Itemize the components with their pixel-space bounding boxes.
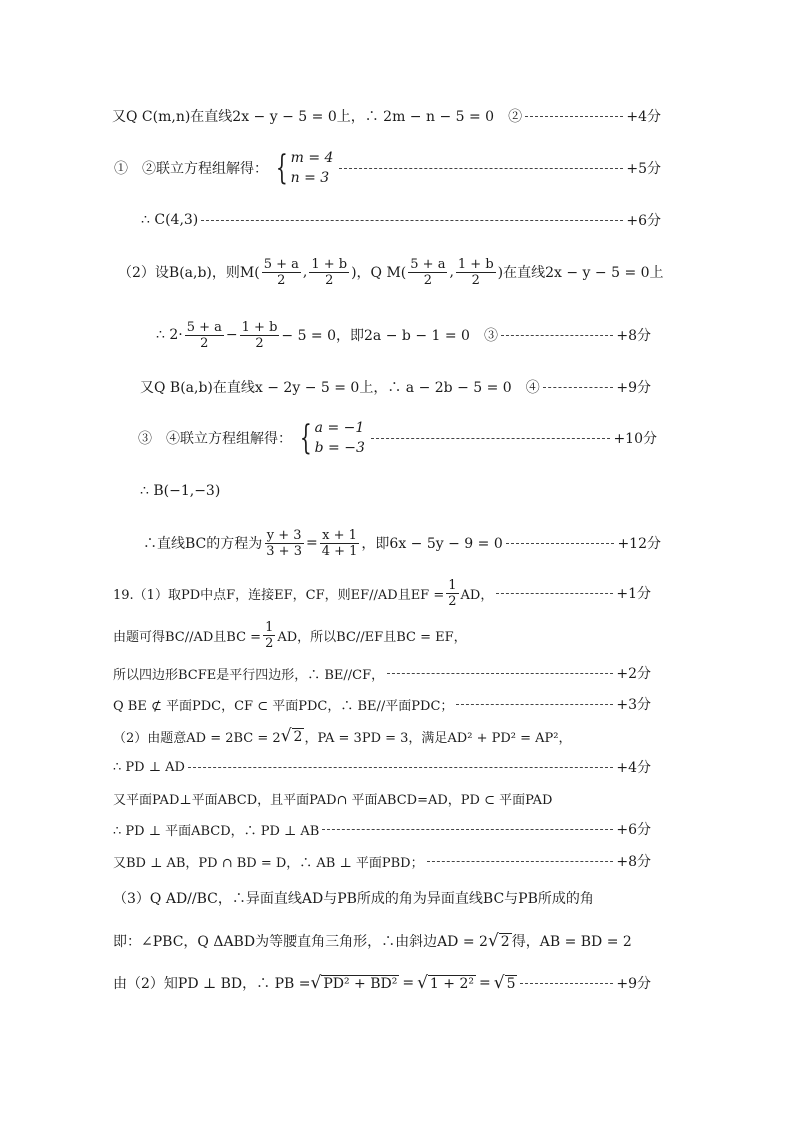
solution-line	[0, 311, 794, 359]
dashed-leader	[371, 438, 611, 439]
solution-line	[0, 846, 794, 876]
line-text: ，PA = 3PD = 3，满足AD² + PD² = AP²，	[304, 730, 572, 746]
square-root: √ 1 + 2²	[417, 973, 474, 993]
line-text: 又Q B(a,b)在直线x − 2y − 5 = 0上，∴ a − 2b − 5 = 0 ④	[140, 380, 540, 396]
solution-line	[0, 519, 794, 567]
line-text: ∴ PD ⊥ 平面ABCD，∴ PD ⊥ AB	[113, 823, 320, 839]
solution-line	[0, 814, 794, 844]
score-mark: +4分	[616, 760, 651, 776]
line-text: 19.（1）取PD中点F，连接EF，CF，则EF//AD且EF =	[113, 587, 445, 603]
solution-line	[0, 689, 794, 719]
score-mark: +9分	[616, 380, 651, 396]
solution-line	[0, 721, 794, 751]
system-row: n = 3	[290, 170, 330, 186]
system-row: m = 4	[290, 150, 334, 166]
line-text: 由（2）知PD ⊥ BD，∴ PB =	[113, 976, 311, 992]
line-text: ，即6x − 5y − 9 = 0	[361, 536, 503, 552]
dashed-leader	[506, 543, 615, 544]
solution-line	[0, 926, 794, 956]
dashed-leader	[525, 116, 623, 117]
solution-line	[0, 658, 794, 688]
solution-line	[0, 883, 794, 913]
fraction: $\frac{5 + a}{2}$	[186, 319, 222, 351]
fraction: $\frac{5 + a}{2}$	[410, 256, 446, 288]
line-text: ① ②联立方程组解得：	[114, 161, 268, 177]
square-root: √ 5	[493, 973, 516, 993]
equation-system	[295, 418, 365, 458]
fraction: $\frac{1 + b}{2}$	[311, 256, 348, 288]
solution-line	[0, 752, 794, 782]
solution-line	[0, 968, 794, 998]
line-text: （3）Q AD//BC，∴异面直线AD与PB所成的角为异面直线BC与PB所成的角	[113, 891, 594, 907]
fraction: $\frac{y + 3}{3 + 3}$	[266, 527, 302, 559]
solution-line	[0, 578, 794, 608]
line-text: （2）设B(a,b)，则M(	[118, 265, 260, 281]
line-text: 又Q C(m,n)在直线2x − y − 5 = 0上，∴ 2m − n − 5 = 0 ②	[112, 109, 523, 125]
line-text: )，Q M(	[351, 265, 407, 281]
line-text: （2）由题意AD = 2BC = 2	[113, 730, 281, 746]
line-text: AD，所以BC//EF且BC = EF，	[277, 629, 467, 645]
solution-line	[0, 144, 794, 192]
square-root: √ PD² + BD²	[310, 973, 398, 993]
line-text: ∴ C(4,3)	[141, 212, 199, 228]
equals-sign: =	[402, 975, 415, 991]
system-row: b = −3	[314, 440, 365, 456]
system-row: a = −1	[314, 420, 365, 436]
score-mark: +2分	[616, 666, 651, 682]
score-mark: +8分	[616, 328, 651, 344]
line-text: 得，AB = BD = 2	[511, 934, 632, 950]
line-text: 又BD ⊥ AB，PD ∩ BD = D，∴ AB ⊥ 平面PBD；	[113, 855, 424, 871]
equation-system	[271, 148, 333, 188]
dashed-leader	[339, 168, 623, 169]
score-mark: +4分	[626, 109, 661, 125]
line-text: − 5 = 0，即2a − b − 1 = 0 ③	[281, 328, 498, 344]
square-root: √ 2	[487, 931, 510, 951]
dashed-leader	[387, 673, 613, 674]
line-text: Q BE ⊄ 平面PDC，CF ⊂ 平面PDC，∴ BE//平面PDC；	[113, 698, 454, 714]
line-text: ∴ B(−1,−3)	[140, 483, 221, 499]
score-mark: +9分	[616, 976, 651, 992]
minus-sign: −	[225, 327, 238, 343]
solution-line	[0, 101, 794, 131]
line-text: 又平面PAD⊥平面ABCD，且平面PAD∩ 平面ABCD=AD，PD ⊂ 平面PAD	[113, 792, 553, 808]
solution-line	[0, 372, 794, 402]
fraction: $\frac{1 + b}{2}$	[241, 319, 278, 351]
line-text: 所以四边形BCFE是平行四边形，∴ BE//CF，	[113, 667, 385, 683]
solution-line	[0, 414, 794, 462]
score-mark: +6分	[626, 213, 661, 229]
equals-sign: =	[305, 535, 318, 551]
score-mark: +12分	[617, 536, 661, 552]
score-mark: +1分	[616, 586, 651, 602]
brace-symbol: {	[275, 148, 288, 188]
square-root: √ 2	[280, 726, 303, 746]
score-mark: +10分	[613, 431, 657, 447]
solution-line	[0, 620, 794, 650]
dashed-leader	[543, 387, 614, 388]
dashed-leader	[520, 983, 613, 984]
dashed-leader	[496, 593, 613, 594]
line-text: 即：∠PBC，Q ΔABD为等腰直角三角形，∴由斜边AD = 2	[113, 934, 488, 950]
dashed-leader	[427, 861, 614, 862]
dashed-leader	[188, 767, 613, 768]
fraction: $\frac{5 + a}{2}$	[263, 256, 299, 288]
line-text: AD，	[460, 587, 494, 603]
equals-sign: =	[478, 975, 491, 991]
fraction: $\frac{1}{2}$	[265, 619, 274, 651]
solution-line: （2）设B(a,b)，则M( $\frac{5 + a}{2}$ , $\frac{1 + b}{2}$ )，Q M( $\frac{5 + a}{2}$ , $\frac{1 + b}{2}$ )在直线2x − y − 5 = 0上	[118, 256, 664, 288]
line-text: ∴ PD ⊥ AD	[113, 759, 185, 775]
score-mark: +8分	[616, 854, 651, 870]
dashed-leader	[322, 829, 613, 830]
dashed-leader	[501, 335, 613, 336]
line-text: ∴直线BC的方程为	[143, 536, 263, 552]
score-mark: +6分	[616, 822, 651, 838]
solution-line	[0, 205, 794, 235]
dashed-leader	[201, 220, 623, 221]
score-mark: +3分	[616, 697, 651, 713]
line-text: 由题可得BC//AD且BC =	[113, 629, 262, 645]
brace-symbol: {	[299, 418, 312, 458]
line-text: ∴ 2·	[156, 327, 183, 343]
solution-line	[0, 476, 794, 506]
line-text: )在直线2x − y − 5 = 0上	[497, 265, 664, 281]
fraction: $\frac{1 + b}{2}$	[457, 256, 494, 288]
score-mark: +5分	[626, 161, 661, 177]
solution-line	[0, 783, 794, 813]
fraction: $\frac{x + 1}{4 + 1}$	[321, 527, 358, 559]
line-text: ③ ④联立方程组解得：	[138, 431, 292, 447]
dashed-leader	[456, 704, 613, 705]
fraction: $\frac{1}{2}$	[448, 577, 457, 609]
